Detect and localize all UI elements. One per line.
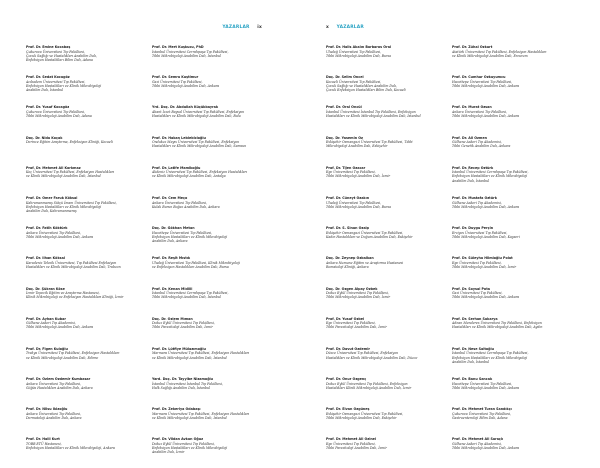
author-entry: [152, 136, 272, 166]
left-page: [0, 0, 300, 455]
author-affiliation: Ankara Üniversitesi Tıp Fakültesi,: [26, 411, 82, 416]
author-name: Doç. Dr. Özgen Alpay Özbek: [326, 286, 378, 291]
author-affiliation: Kocaeli Üniversitesi Tıp Fakültesi,: [326, 79, 382, 84]
author-entry: [452, 226, 572, 256]
author-name: Prof. Dr. Emine Kocabaş: [26, 45, 71, 49]
author-affiliation: Çukurova Üniversitesi Tıp Fakültesi,: [26, 49, 86, 54]
author-affiliation: Çocuk Enfeksiyon Hastalıkları Bilim Dalı, Kocaeli: [326, 87, 406, 92]
author-entry: [452, 287, 572, 317]
author-entry: [152, 196, 272, 226]
author-affiliation: Kahramanmaraş Sütçü İmam Üniversitesi Tıp Fakültesi,: [26, 200, 117, 205]
author-name: Doç. Dr. Yasemin Öz: [326, 135, 363, 140]
author-affiliation: Uludağ Üniversitesi Tıp Fakültesi, Klinik Mikrobiyoloji: [152, 260, 240, 265]
author-affiliation: ve Klinik Mikrobiyoloji Anabilim Dalı, Edirne: [26, 355, 99, 360]
author-affiliation: ve Klinik Mikrobiyoloji Anabilim Dalı, İstanbul: [26, 174, 101, 179]
author-entry: [152, 256, 272, 286]
author-affiliation: ve Klinik Mikrobiyoloji Anabilim Dalı, İstanbul: [152, 415, 227, 420]
author-affiliation: Tıbbi Parazitoloji Anabilim Dalı, İzmir: [326, 446, 387, 451]
author-name: Prof. Dr. Kenan Midilli: [152, 286, 193, 291]
author-name: Prof. Dr. Banu Sancak: [452, 377, 493, 382]
author-affiliation: Hastalıkları ve Klinik Mikrobiyoloji Anabilim Dalı, Aydın: [452, 325, 543, 330]
running-title: YAZARLAR: [336, 25, 364, 30]
author-column: [452, 45, 572, 468]
author-name: Prof. Dr. Vildan Avkan Oğuz: [152, 437, 204, 442]
running-title: YAZARLAR: [222, 25, 250, 30]
author-affiliation: Hastalıkları ve Klinik Mikrobiyoloji Anabilim Dalı, İstanbul: [326, 114, 421, 119]
author-affiliation: Eskişehir Osmangazi Üniversitesi Tıp Fakültesi,: [326, 230, 404, 235]
author-affiliation: Ege Üniversitesi Tıp Fakültesi,: [326, 321, 376, 326]
author-name: Prof. Dr. Reşit Mıstık: [152, 256, 191, 261]
author-affiliation: ve Klinik Mikrobiyoloji Anabilim Dalı, Erzurum: [452, 53, 528, 58]
author-entry: [326, 136, 446, 166]
author-entry: [452, 347, 572, 377]
author-affiliation: Tıbbi Mikrobiyoloji Anabilim Dalı, İzmir: [326, 295, 391, 300]
author-affiliation: Klinik Mikrobiyoloji ve Enfeksiyon Hastalıkları Kliniği, İzmir: [26, 295, 124, 300]
author-entry: [452, 136, 572, 166]
author-affiliation: Ankara Numune Eğitim ve Araştırma Hastanesi: [326, 260, 404, 265]
author-affiliation: Gazi Üniversitesi Tıp Fakültesi,: [452, 291, 503, 296]
author-affiliation: Çocuk Sağlığı ve Hastalıkları Anabilim Dalı,: [26, 53, 97, 58]
author-affiliation: Eskişehir Osmangazi Üniversitesi Tıp Fakültesi,: [326, 411, 404, 416]
author-affiliation: Çocuk Sağlığı ve Hastalıkları Anabilim Dalı,: [326, 83, 397, 88]
author-affiliation: Tıbbi Mikrobiyoloji Anabilim Dalı, Eskişehir: [326, 415, 397, 420]
author-name: Prof. Dr. Mehmet Ali Saraçlı: [452, 437, 504, 442]
author-affiliation: Tıbbi Mikrobiyoloji Anabilim Dalı, Adana: [26, 114, 92, 119]
author-affiliation: Tıbbi Mikrobiyoloji Anabilim Dalı, İzmir: [452, 265, 517, 269]
author-name: Prof. Dr. Fatih Köktürk: [26, 226, 68, 231]
author-name: Prof. Dr. Murat Özsan: [452, 105, 492, 110]
author-entry: [326, 347, 446, 377]
author-entry: [26, 45, 146, 75]
author-entry: [26, 317, 146, 347]
author-name: Prof. Dr. Mehmet Turan Sandıkçı: [452, 407, 512, 412]
author-affiliation: Enfeksiyon Hastalıkları ve Klinik Mikrobiyoloji: [152, 446, 228, 451]
author-affiliation: Tıbbi Mikrobiyoloji Anabilim Dalı, Bursa: [326, 53, 392, 58]
author-name: Prof. Dr. İlhan Köksal: [26, 256, 65, 261]
author-affiliation: Tıbbi Mikrobiyoloji Anabilim Dalı, Ankara: [452, 446, 520, 451]
author-affiliation: Tıbbi Genetik Anabilim Dalı, Ankara: [452, 144, 511, 149]
author-entry: [26, 105, 146, 135]
author-name: Prof. Dr. Nilsu İkizoğlu: [26, 407, 68, 412]
author-entry: [26, 377, 146, 407]
author-name: Yard. Doç. Dr. Tayyibe Nizamoğlu: [152, 377, 214, 382]
author-affiliation: Gülhane Askeri Tıp Akademisi,: [452, 200, 502, 205]
author-affiliation: Tıbbi Mikrobiyoloji Anabilim Dalı, Ankara: [26, 325, 94, 330]
author-entry: [452, 166, 572, 196]
author-affiliation: Abant İzzet Baysal Üniversitesi Tıp Fakültesi, Enfeksiyon: [152, 109, 245, 114]
author-entry: [326, 256, 446, 286]
author-entry: [326, 437, 446, 467]
author-name: Prof. Dr. Nese Saltoğlu: [452, 346, 495, 351]
author-affiliation: Mikrobiyoloji Anabilim Dalı, Eskişehir: [326, 144, 388, 149]
author-affiliation: Tıbbi Mikrobiyoloji Anabilim Dalı, Ankara: [452, 204, 520, 209]
author-name: Prof. Dr. Semra Kuştimur: [152, 75, 199, 80]
author-affiliation: Anabilim Dalı, İstanbul: [26, 87, 64, 92]
author-affiliation: Ankara Üniversitesi Tıp Fakültesi,: [26, 381, 82, 386]
author-affiliation: Uludağ Üniversitesi Tıp Fakültesi,: [326, 49, 382, 54]
author-affiliation: Anabilim Dalı, İstanbul: [452, 359, 490, 364]
right-page-header: [326, 25, 364, 30]
author-affiliation: Marmara Üniversitesi Tıp Fakültesi, Enfeksiyon Hastalıkları: [152, 351, 250, 356]
author-affiliation: Tıbbi Mikrobiyoloji Anabilim Dalı, Ankara: [452, 295, 520, 300]
author-affiliation: Düzce Üniversitesi Tıp Fakültesi, Enfeksiyon: [326, 351, 399, 356]
left-page-header: [222, 25, 262, 30]
author-entry: [152, 407, 272, 437]
author-entry: [26, 407, 146, 437]
author-entry: [326, 287, 446, 317]
author-name: Prof. Dr. Mert Kuşkucu, PhD: [152, 45, 204, 49]
author-name: Prof. Dr. Yusuf Özbel: [326, 316, 365, 321]
author-entry: [26, 287, 146, 317]
author-affiliation: Hacettepe Üniversitesi Tıp Fakültesi,: [452, 79, 513, 84]
author-entry: [452, 105, 572, 135]
author-name: Prof. Dr. Serhan Sakarya: [452, 316, 498, 321]
author-affiliation: Erciyes Üniversitesi Tıp Fakültesi,: [452, 230, 508, 235]
author-name: Prof. Dr. Halis Akalın Barbaros Oral: [326, 45, 392, 49]
author-name: Prof. Dr. Oral Öncül: [326, 105, 362, 110]
author-affiliation: Ege Üniversitesi Tıp Fakültesi,: [326, 442, 376, 447]
author-name: Prof. Dr. Zekeriya Odabaşı: [152, 407, 201, 412]
author-name: Prof. Dr. Cüneyt Özakın: [326, 195, 370, 200]
author-affiliation: Kulak Burun Boğaz Anabilim Dalı, Ankara: [152, 204, 220, 209]
author-entry: [452, 317, 572, 347]
author-affiliation: Ondokuz Mayıs Üniversitesi Tıp Fakültesi, Enfeksiyon: [152, 140, 240, 145]
author-affiliation: TOBB ETÜ Hastanesi,: [26, 442, 62, 447]
author-entry: [452, 407, 572, 437]
author-affiliation: Enfeksiyon Hastalıkları ve Klinik Mikrobiyoloji: [152, 234, 228, 239]
author-entry: [452, 196, 572, 226]
author-affiliation: Gastroenteroloji Bilim Dalı, Adana: [452, 415, 508, 420]
author-affiliation: Tıbbi Mikrobiyoloji Anabilim Dalı, İstanbul: [152, 295, 221, 300]
author-entry: [152, 287, 272, 317]
author-name: Prof. Dr. Onur Özgenç: [326, 377, 367, 382]
author-entry: [152, 347, 272, 377]
author-entry: [452, 256, 572, 286]
author-entry: [152, 105, 272, 135]
author-entry: [326, 45, 446, 75]
author-entry: [452, 75, 572, 105]
author-affiliation: Tıbbi Mikrobiyoloji Anabilim Dalı, Ankara: [452, 83, 520, 88]
author-name: Prof. Dr. Duygu Perçin: [452, 226, 494, 231]
author-name: Prof. Dr. Mustafa Öztürk: [452, 195, 497, 200]
author-name: Prof. Dr. Davut Özdemir: [326, 346, 370, 351]
author-name: Prof. Dr. Figen Kuloğlu: [26, 346, 68, 351]
author-affiliation: Hacettepe Üniversitesi Tıp Fakültesi,: [452, 381, 513, 386]
author-name: Prof. Dr. Ayhan Kubar: [26, 316, 66, 321]
author-entry: [152, 317, 272, 347]
author-affiliation: İstanbul Üniversitesi Cerrahpaşa Tıp Fakültesi,: [452, 170, 529, 175]
author-affiliation: Acıbadem Üniversitesi Tıp Fakültesi,: [26, 79, 86, 84]
author-entry: [452, 377, 572, 407]
author-entry: [452, 437, 572, 467]
author-name: Prof. Dr. Lütfiye Mülazımoğlu: [152, 346, 206, 351]
author-name: Doç. Dr. Şükran Köse: [26, 286, 65, 291]
author-entry: [326, 226, 446, 256]
author-affiliation: Enfeksiyon Hastalıkları ve Klinik Mikrobiyoloji: [26, 83, 102, 88]
author-affiliation: Koç Üniversitesi Tıp Fakültesi, Enfeksiyon Hastalıkları: [26, 170, 115, 175]
author-affiliation: Tıbbi Mikrobiyoloji Anabilim Dalı, İzmir: [326, 174, 391, 179]
author-affiliation: ve Enfeksiyon Hastalıkları Anabilim Dalı, Bursa: [152, 265, 229, 269]
author-name: Prof. Dr. S. Sinan Özalp: [326, 226, 370, 231]
author-affiliation: Tıbbi Mikrobiyoloji Anabilim Dalı, Ankara: [452, 385, 520, 390]
author-affiliation: İzmir Tepecik Eğitim ve Araştırma Hastanesi,: [26, 291, 100, 296]
author-affiliation: Trakya Üniversitesi Tıp Fakültesi, Enfeksiyon Hastalıkları: [26, 351, 120, 356]
page-number: ix: [257, 25, 262, 30]
author-affiliation: Eskişehir Osmangazi Üniversitesi Tıp Fakültesi, Tıbbi: [326, 140, 413, 145]
author-column: [152, 45, 272, 468]
author-entry: [26, 196, 146, 226]
author-affiliation: Ankara Üniversitesi Tıp Fakültesi,: [26, 230, 82, 235]
author-affiliation: Çukurova Üniversitesi Tıp Fakültesi,: [452, 411, 512, 416]
author-affiliation: Ankara Üniversitesi Tıp Fakültesi,: [152, 200, 208, 205]
author-affiliation: Tıbbi Mikrobiyoloji Anabilim Dalı, Kayseri: [452, 234, 520, 239]
author-affiliation: Enfeksiyon Hastalıkları ve Klinik Mikrobiyoloji: [452, 174, 528, 179]
author-affiliation: Gazi Üniversitesi Tıp Fakültesi,: [152, 79, 203, 84]
author-affiliation: Anabilim Dalı, Ankara: [152, 238, 188, 243]
author-name: Prof. Dr. Mehmet Ali Özinel: [326, 437, 377, 442]
author-affiliation: Enfeksiyon Hastalıkları ve Klinik Mikrobiyoloji: [26, 204, 102, 209]
author-affiliation: Hastalıkları ve Klinik Mikrobiyoloji Anabilim Dalı, Düzce: [326, 355, 418, 360]
author-affiliation: İstanbul Üniversitesi İstanbul Tıp Fakültesi,: [152, 381, 223, 386]
author-entry: [152, 45, 272, 75]
author-name: Doç. Dr. Nida Koçak: [26, 135, 63, 140]
author-affiliation: Enfeksiyon Hastalıkları ve Klinik Mikrobiyoloji, Ankara: [26, 446, 115, 451]
author-entry: [326, 196, 446, 226]
author-affiliation: İstanbul Üniversitesi Cerrahpaşa Tıp Fakültesi,: [152, 49, 229, 54]
author-affiliation: Hastalıkları ve Klinik Mikrobiyoloji Anabilim Dalı, Trabzon: [26, 265, 121, 269]
author-affiliation: Hastalıkları Klinik Mikrobiyoloji Anabilim Dalı, İzmir: [326, 385, 412, 390]
author-affiliation: Ege Üniversitesi Tıp Fakültesi,: [452, 260, 502, 265]
author-column: [326, 45, 446, 468]
author-entry: [26, 256, 146, 286]
author-affiliation: Romatoloji Kliniği, Ankara: [326, 265, 369, 269]
author-entry: [26, 437, 146, 467]
author-affiliation: Anabilim Dalı, Kahramanmaraş: [26, 208, 77, 213]
author-affiliation: Çukurova Üniversitesi Tıp Fakültesi,: [26, 109, 86, 114]
author-name: Prof. Dr. Latife Mamikoğlu: [152, 165, 201, 170]
author-affiliation: İstanbul Üniversitesi Cerrahpaşa Tıp Fakültesi,: [152, 291, 229, 296]
author-name: Prof. Dr. Elvan Özgüneş: [326, 407, 370, 412]
author-entry: [452, 45, 572, 75]
author-entry: [152, 437, 272, 467]
author-name: Prof. Dr. Soysal Pota: [452, 286, 490, 291]
author-affiliation: Uludağ Üniversitesi Tıp Fakültesi,: [326, 200, 382, 205]
author-affiliation: Enfeksiyon Hastalıkları Bilim Dalı, Adana: [26, 57, 93, 62]
author-entry: [152, 377, 272, 407]
author-name: Doç. Dr. Özlem Mıman: [152, 316, 193, 321]
author-entry: [26, 166, 146, 196]
author-name: Prof. Dr. Recep Öztürk: [452, 165, 494, 170]
author-entry: [326, 75, 446, 105]
author-affiliation: Halk Sağlığı Anabilim Dalı, İstanbul: [152, 385, 211, 390]
author-affiliation: Ege Üniversitesi Tıp Fakültesi,: [326, 170, 376, 175]
author-affiliation: Tıbbi Mikrobiyoloji Anabilim Dalı, Ankara: [152, 83, 220, 88]
author-affiliation: Dokuz Eylül Üniversitesi Tıp Fakültesi,: [326, 291, 389, 296]
author-affiliation: Enfeksiyon Hastalıkları ve Klinik Mikrobiyoloji: [452, 355, 528, 360]
author-entry: [326, 166, 446, 196]
author-name: Prof. Dr. Yusuf Kocagöz: [26, 105, 70, 110]
author-entry: [26, 347, 146, 377]
author-affiliation: Tıbbi Mikrobiyoloji Anabilim Dalı, Ankara: [452, 114, 520, 119]
author-affiliation: Ankara Üniversitesi Tıp Fakültesi,: [452, 109, 508, 114]
author-affiliation: ve Klinik Mikrobiyoloji Anabilim Dalı, Antalya: [152, 174, 226, 179]
author-name: Prof. Dr. Mehmet Ali Korkmaz: [26, 165, 81, 170]
author-affiliation: Anabilim Dalı, İzmir: [152, 450, 185, 455]
author-affiliation: Hacettepe Üniversitesi Tıp Fakültesi,: [152, 230, 213, 235]
author-name: Prof. Dr. Cumhur Özkuyumcu: [452, 75, 506, 80]
author-affiliation: İstanbul Üniversitesi İstanbul Tıp Fakültesi, Enfeksiyon: [326, 109, 416, 114]
author-affiliation: Tıbbi Mikrobiyoloji Anabilim Dalı, Ankara: [26, 234, 94, 239]
author-name: Doç. Dr. Selim Öncel: [326, 75, 364, 80]
author-entry: [26, 75, 146, 105]
author-affiliation: Derince Eğitim Araştırma, Enfeksiyon Kliniği, Kocaeli: [26, 140, 113, 145]
author-affiliation: İstanbul Üniversitesi Cerrahpaşa Tıp Fakültesi,: [452, 351, 529, 356]
author-entry: [326, 407, 446, 437]
author-affiliation: Göğüs Hastalıkları Anabilim Dalı, Ankara: [26, 385, 93, 390]
author-affiliation: Hastalıkları ve Klinik Mikrobiyoloji Anabilim Dalı, Samsun: [152, 144, 247, 149]
author-affiliation: Gülhane Askeri Tıp Akademisi,: [26, 321, 76, 326]
author-affiliation: ve Klinik Mikrobiyoloji Anabilim Dalı, İstanbul: [152, 355, 227, 360]
author-entry: [326, 377, 446, 407]
author-affiliation: Karadeniz Teknik Üniversitesi, Tıp Fakültesi Enfeksiyon: [26, 260, 117, 265]
author-name: Prof. Dr. Hakan Leblebicioğlu: [152, 135, 206, 140]
author-affiliation: Gülhane Askeri Tıp Akademisi,: [452, 442, 502, 447]
author-affiliation: Dokuz Eylül Üniversitesi Tıp Fakültesi,: [152, 442, 215, 447]
author-name: Prof. Dr. Sedat Kocagöz: [26, 75, 70, 80]
author-entry: [152, 226, 272, 256]
author-entry: [26, 226, 146, 256]
author-name: Yrd. Doç. Dr. Abdullah Küçükbayrak: [152, 105, 219, 110]
author-name: Prof. Dr. Zühal Özkurt: [452, 45, 493, 49]
author-affiliation: Adnan Menderes Üniversitesi Tıp Fakültesi, Enfeksiyon: [452, 321, 542, 326]
author-entry: [326, 317, 446, 347]
right-page: [300, 0, 600, 451]
author-entry: [152, 166, 272, 196]
author-affiliation: Dermatoloji Anabilim Dalı, Ankara: [26, 415, 82, 420]
author-affiliation: Akdeniz Üniversitesi Tıp Fakültesi, Enfeksiyon Hastalıkları: [152, 170, 248, 175]
author-name: Doç. Dr. Zeynep Özbalkan: [326, 256, 374, 261]
author-affiliation: Tıbbi Parazitoloji Anabilim Dalı, İzmir: [152, 325, 213, 330]
author-entry: [326, 105, 446, 135]
author-affiliation: Gülhane Askeri Tıp Akademisi,: [452, 140, 502, 145]
author-name: Prof. Dr. Ali Özmen: [452, 135, 487, 140]
author-name: Prof. Dr. Cem Meço: [152, 195, 188, 200]
author-name: Doç. Dr. Gökhan Metan: [152, 226, 195, 231]
author-entry: [26, 136, 146, 166]
author-affiliation: Atatürk Üniversitesi Tıp Fakültesi, Enfeksiyon Hastalıkları: [452, 49, 547, 54]
author-name: Prof. Dr. Özlem Özdemir Kumbasar: [26, 377, 91, 382]
page-number: x: [326, 25, 330, 30]
author-entry: [152, 75, 272, 105]
author-affiliation: Tıbbi Mikrobiyoloji Anabilim Dalı, İstanbul: [152, 53, 221, 58]
author-name: Prof. Dr. Süleyha Hilmioğlu Polat: [452, 256, 513, 261]
author-affiliation: Hastalıkları ve Klinik Mikrobiyoloji Anabilim Dalı, Bolu: [152, 114, 241, 119]
author-affiliation: Kadın Hastalıkları ve Doğum Anabilim Dalı, Eskişehir: [326, 234, 413, 239]
author-affiliation: Anabilim Dalı, İstanbul: [452, 178, 490, 183]
author-name: Prof. Dr. Tijen Özacar: [326, 165, 366, 170]
author-affiliation: Dokuz Eylül Üniversitesi Tıp Fakültesi, Enfeksiyon: [326, 381, 408, 386]
author-column: [26, 45, 146, 468]
author-name: Prof. Dr. Ömer Faruk Köksal: [26, 195, 78, 200]
author-affiliation: Tıbbi Mikrobiyoloji Anabilim Dalı, Bursa: [326, 204, 392, 209]
author-affiliation: Marmara Üniversitesi Tıp Fakültesi, Enfeksiyon Hastalıkları: [152, 411, 250, 416]
author-affiliation: Dokuz Eylül Üniversitesi Tıp Fakültesi,: [152, 321, 215, 326]
author-name: Prof. Dr. Halil Kurt: [26, 437, 60, 442]
author-affiliation: Tıbbi Parazitoloji Anabilim Dalı, İzmir: [326, 325, 387, 330]
